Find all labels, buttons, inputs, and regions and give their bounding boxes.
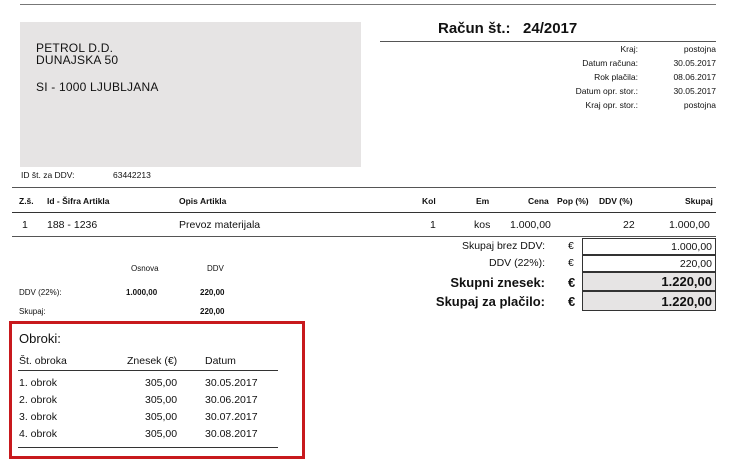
meta-due-date-label: Rok plačila: — [594, 72, 638, 82]
vat-id-label: ID št. za DDV: — [21, 170, 75, 180]
total-gross-label: Skupni znesek: — [450, 275, 545, 290]
installments-title: Obroki: — [19, 331, 61, 346]
installment-4-amount: 305,00 — [145, 428, 178, 440]
installment-1-label: 1. obrok — [19, 377, 57, 389]
total-net-label: Skupaj brez DDV: — [461, 240, 545, 252]
row-id: 188 - 1236 — [47, 219, 98, 231]
ddv-row2-label: Skupaj: — [19, 307, 46, 316]
total-gross-value: 1.220,00 — [582, 272, 716, 291]
top-rule — [20, 4, 716, 5]
ddv-col-base: Osnova — [131, 264, 159, 273]
meta-service-place-value: postojna — [683, 100, 716, 110]
col-header-total: Skupaj — [685, 196, 713, 206]
installments-col-amount: Znesek (€) — [127, 355, 178, 367]
table-top-rule — [12, 187, 716, 188]
total-vat-label: DDV (22%): — [488, 257, 545, 269]
col-header-unit: Em — [476, 196, 490, 206]
meta-place-label: Kraj: — [620, 44, 638, 54]
col-header-no: Z.š. — [19, 196, 34, 206]
meta-due-date-value: 08.06.2017 — [673, 72, 716, 82]
installment-1-amount: 305,00 — [145, 377, 178, 389]
col-header-description: Opis Artikla — [179, 196, 227, 206]
meta-invoice-date-value: 30.05.2017 — [673, 58, 716, 68]
installments-col-number: Št. obroka — [19, 355, 67, 367]
ddv-col-vat: DDV — [207, 264, 224, 273]
meta-service-date-label: Datum opr. stor.: — [575, 86, 638, 96]
row-price: 1.000,00 — [510, 219, 551, 231]
meta-place-value: postojna — [683, 44, 716, 54]
total-vat-value: 220,00 — [582, 255, 716, 272]
ddv-row1-base: 1.000,00 — [126, 288, 158, 297]
total-net-value: 1.000,00 — [582, 238, 716, 255]
row-qty: 1 — [430, 219, 436, 231]
installment-4-label: 4. obrok — [19, 428, 57, 440]
total-vat-currency: € — [568, 257, 574, 269]
invoice-title: Račun št.: 24/2017 — [438, 20, 578, 37]
vat-id-value: 63442213 — [113, 170, 151, 180]
row-no: 1 — [22, 219, 28, 231]
col-header-qty: Kol — [422, 196, 436, 206]
installment-3-amount: 305,00 — [145, 411, 178, 423]
title-rule — [380, 41, 716, 42]
total-payable-value: 1.220,00 — [582, 291, 716, 311]
installment-3-label: 3. obrok — [19, 411, 57, 423]
row-total: 1.000,00 — [669, 219, 710, 231]
col-header-discount: Pop (%) — [557, 196, 589, 206]
table-header-rule — [12, 212, 716, 213]
row-unit: kos — [474, 219, 491, 231]
meta-service-place-label: Kraj opr. stor.: — [585, 100, 638, 110]
ddv-row1-vat: 220,00 — [200, 288, 225, 297]
meta-invoice-date-label: Datum računa: — [582, 58, 638, 68]
col-header-vat: DDV (%) — [599, 196, 633, 206]
installment-2-amount: 305,00 — [145, 394, 178, 406]
customer-name: PETROL D.D. — [36, 41, 114, 55]
ddv-row2-vat: 220,00 — [200, 307, 225, 316]
total-payable-label: Skupaj za plačilo: — [435, 294, 545, 309]
installment-2-label: 2. obrok — [19, 394, 57, 406]
installment-2-date: 30.06.2017 — [205, 394, 258, 406]
row-vat: 22 — [623, 219, 635, 231]
total-gross-currency: € — [568, 275, 576, 290]
col-header-id: Id - Šifra Artikla — [47, 196, 110, 206]
customer-street: DUNAJSKA 50 — [36, 53, 119, 67]
total-net-currency: € — [568, 240, 574, 252]
meta-service-date-value: 30.05.2017 — [673, 86, 716, 96]
col-header-price: Cena — [528, 196, 549, 206]
row-description: Prevoz materijala — [179, 219, 261, 231]
installment-3-date: 30.07.2017 — [205, 411, 258, 423]
table-bottom-rule — [12, 236, 716, 237]
total-payable-currency: € — [568, 294, 576, 309]
installments-header-rule — [18, 370, 278, 371]
installment-4-date: 30.08.2017 — [205, 428, 258, 440]
ddv-row1-label: DDV (22%): — [19, 288, 62, 297]
installment-1-date: 30.05.2017 — [205, 377, 258, 389]
customer-city: SI - 1000 LJUBLJANA — [36, 80, 159, 94]
installments-bottom-rule — [18, 447, 278, 448]
installments-col-date: Datum — [205, 355, 236, 367]
